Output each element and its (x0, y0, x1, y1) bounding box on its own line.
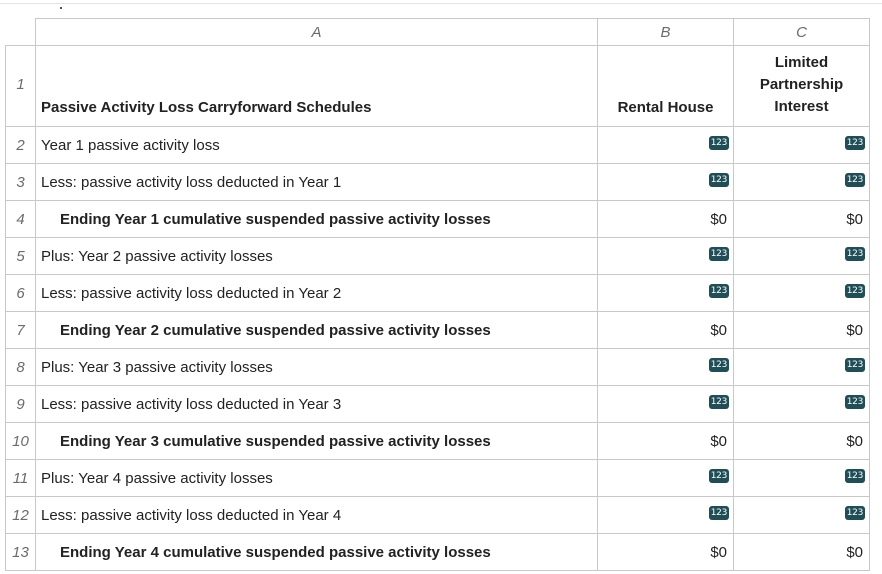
input-cell-b[interactable] (598, 275, 734, 312)
row-number[interactable]: 4 (6, 201, 36, 238)
table-row (6, 423, 870, 460)
row-label-cell[interactable]: Less: passive activity loss deducted in Year 2 (36, 275, 598, 312)
input-cell-b[interactable] (598, 127, 734, 164)
row-label-cell[interactable]: Less: passive activity loss deducted in Year 1 (36, 164, 598, 201)
input-cell-b[interactable] (598, 460, 734, 497)
row-number[interactable]: 10 (6, 423, 36, 460)
total-value-cell-c[interactable]: $0 (734, 201, 870, 238)
table-row (6, 497, 870, 534)
input-cell-b[interactable] (598, 386, 734, 423)
schedule-title-cell[interactable]: Passive Activity Loss Carryforward Schedules (36, 46, 598, 127)
total-label-cell[interactable]: Ending Year 1 cumulative suspended passive activity losses (36, 201, 598, 238)
number-input-icon[interactable]: 123 (846, 175, 863, 185)
toolbar-dot (60, 7, 62, 9)
number-input-icon[interactable]: 123 (846, 138, 863, 148)
input-cell-c[interactable] (734, 349, 870, 386)
input-cell-c[interactable] (734, 127, 870, 164)
number-input-icon[interactable]: 123 (846, 508, 863, 518)
rental-house-header-cell[interactable]: Rental House (598, 46, 734, 127)
row-number[interactable]: 12 (6, 497, 36, 534)
limited-partnership-header-cell[interactable]: Limited Partnership Interest (734, 46, 870, 127)
number-input-icon[interactable]: 123 (710, 249, 727, 259)
number-input-icon[interactable]: 123 (710, 286, 727, 296)
input-cell-b[interactable] (598, 164, 734, 201)
input-cell-b[interactable] (598, 238, 734, 275)
table-row (6, 349, 870, 386)
number-input-icon[interactable]: 123 (846, 360, 863, 370)
total-value-cell-b[interactable]: $0 (598, 534, 734, 571)
row-number[interactable]: 8 (6, 349, 36, 386)
row-number[interactable]: 11 (6, 460, 36, 497)
row-number[interactable]: 5 (6, 238, 36, 275)
header-row (6, 46, 870, 127)
input-cell-c[interactable] (734, 238, 870, 275)
input-cell-c[interactable] (734, 275, 870, 312)
input-cell-c[interactable] (734, 386, 870, 423)
table-row (6, 534, 870, 571)
total-label-cell[interactable]: Ending Year 3 cumulative suspended passive activity losses (36, 423, 598, 460)
total-value-cell-b[interactable]: $0 (598, 423, 734, 460)
number-input-icon[interactable]: 123 (710, 471, 727, 481)
table-row (6, 460, 870, 497)
row-label-cell[interactable]: Plus: Year 3 passive activity losses (36, 349, 598, 386)
row-number[interactable]: 1 (6, 46, 36, 127)
row-label-cell[interactable]: Plus: Year 2 passive activity losses (36, 238, 598, 275)
table-row (6, 386, 870, 423)
total-label-cell[interactable]: Ending Year 4 cumulative suspended passive activity losses (36, 534, 598, 571)
table-row (6, 201, 870, 238)
number-input-icon[interactable]: 123 (846, 471, 863, 481)
table-row (6, 275, 870, 312)
column-header-c[interactable]: C (734, 19, 870, 46)
row-number[interactable]: 7 (6, 312, 36, 349)
input-cell-b[interactable] (598, 497, 734, 534)
input-cell-c[interactable] (734, 497, 870, 534)
table-row (6, 164, 870, 201)
row-number[interactable]: 6 (6, 275, 36, 312)
total-value-cell-b[interactable]: $0 (598, 201, 734, 238)
row-label-cell[interactable]: Year 1 passive activity loss (36, 127, 598, 164)
total-label-cell[interactable]: Ending Year 2 cumulative suspended passive activity losses (36, 312, 598, 349)
table-row (6, 238, 870, 275)
spreadsheet-grid (5, 18, 870, 571)
total-value-cell-b[interactable]: $0 (598, 312, 734, 349)
column-header-b[interactable]: B (598, 19, 734, 46)
total-value-cell-c[interactable]: $0 (734, 423, 870, 460)
row-number[interactable]: 9 (6, 386, 36, 423)
row-number[interactable]: 2 (6, 127, 36, 164)
total-value-cell-c[interactable]: $0 (734, 312, 870, 349)
number-input-icon[interactable]: 123 (710, 175, 727, 185)
number-input-icon[interactable]: 123 (710, 397, 727, 407)
top-divider (0, 3, 882, 4)
number-input-icon[interactable]: 123 (846, 286, 863, 296)
row-number[interactable]: 3 (6, 164, 36, 201)
table-row (6, 312, 870, 349)
number-input-icon[interactable]: 123 (846, 397, 863, 407)
input-cell-b[interactable] (598, 349, 734, 386)
table-row (6, 127, 870, 164)
row-label-cell[interactable]: Less: passive activity loss deducted in Year 3 (36, 386, 598, 423)
row-number[interactable]: 13 (6, 534, 36, 571)
number-input-icon[interactable]: 123 (846, 249, 863, 259)
number-input-icon[interactable]: 123 (710, 360, 727, 370)
input-cell-c[interactable] (734, 460, 870, 497)
row-label-cell[interactable]: Less: passive activity loss deducted in Year 4 (36, 497, 598, 534)
column-header-a[interactable]: A (36, 19, 598, 46)
number-input-icon[interactable]: 123 (710, 138, 727, 148)
total-value-cell-c[interactable]: $0 (734, 534, 870, 571)
number-input-icon[interactable]: 123 (710, 508, 727, 518)
column-header-row (6, 19, 870, 46)
corner-cell (6, 19, 36, 46)
row-label-cell[interactable]: Plus: Year 4 passive activity losses (36, 460, 598, 497)
input-cell-c[interactable] (734, 164, 870, 201)
